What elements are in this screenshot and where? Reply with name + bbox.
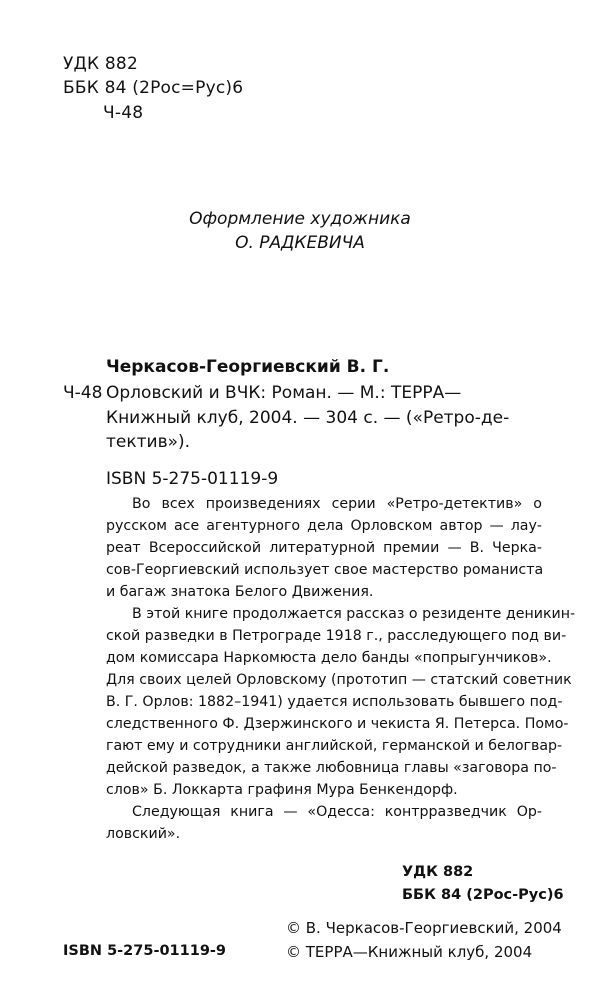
annotation-line: реат Всероссийской литературной премии — В. Черка-: [106, 540, 542, 556]
biblio-desc-line: Орловский и ВЧК: Роман. — М.: ТЕРРА—: [106, 383, 462, 403]
annotation-line: В. Г. Орлов: 1882–1941) удается использовать бывшего под-: [106, 694, 563, 710]
designer-name: О. РАДКЕВИЧА: [235, 233, 365, 253]
annotation-line: следственного Ф. Дзержинского и чекиста Я. Петерса. Помо-: [106, 716, 569, 732]
annotation-line: Следующая книга — «Одесса: контрразведчик Ор-: [132, 804, 542, 820]
annotation-line: дейской разведок, а также любовница главы «заговора по-: [106, 760, 557, 776]
annotation-line: гают ему и сотрудники английской, германской и белогвар-: [106, 738, 563, 754]
annotation-line: русском асе агентурного дела Орловском автор — лау-: [106, 518, 542, 534]
biblio-desc-line: тектив»).: [106, 432, 191, 452]
biblio-author: Черкасов-Георгиевский В. Г.: [106, 357, 390, 377]
copyright-author: © В. Черкасов-Георгиевский, 2004: [286, 919, 562, 937]
biblio-desc-line: Книжный клуб, 2004. — 304 с. — («Ретро-де-: [106, 408, 510, 428]
annotation-line: В этой книге продолжается рассказ о резиденте деникин-: [132, 606, 576, 622]
bottom-bbk-code: ББК 84 (2Рос-Рус)6: [402, 887, 564, 903]
annotation-line: дом комиссара Наркомюста дело банды «попрыгунчиков».: [106, 650, 552, 666]
author-mark: Ч-48: [103, 103, 144, 123]
annotation-line: сов-Георгиевский использует свое мастерство романиста: [106, 562, 544, 578]
bottom-udk-code: УДК 882: [402, 864, 474, 880]
annotation-line: ской разведки в Петрограде 1918 г., расследующего под ви-: [106, 628, 567, 644]
designer-label: Оформление художника: [189, 209, 411, 229]
udk-code: УДК 882: [63, 54, 138, 74]
annotation-line: и багаж знатока Белого Движения.: [106, 584, 374, 600]
biblio-mark: Ч-48: [63, 383, 103, 403]
bbk-code: ББК 84 (2Рос=Рус)6: [63, 78, 244, 98]
copyright-publisher: © ТЕРРА—Книжный клуб, 2004: [286, 943, 533, 961]
annotation-line: слов» Б. Локкарта графиня Мура Бенкендорф.: [106, 782, 458, 798]
annotation-line: Во всех произведениях серии «Ретро-детектив» о: [132, 496, 542, 512]
bottom-isbn: ISBN 5-275-01119-9: [63, 943, 227, 959]
annotation-line: ловский».: [106, 826, 181, 842]
biblio-isbn: ISBN 5-275-01119-9: [106, 469, 279, 489]
annotation-line: Для своих целей Орловскому (прототип — статский советник: [106, 672, 572, 688]
